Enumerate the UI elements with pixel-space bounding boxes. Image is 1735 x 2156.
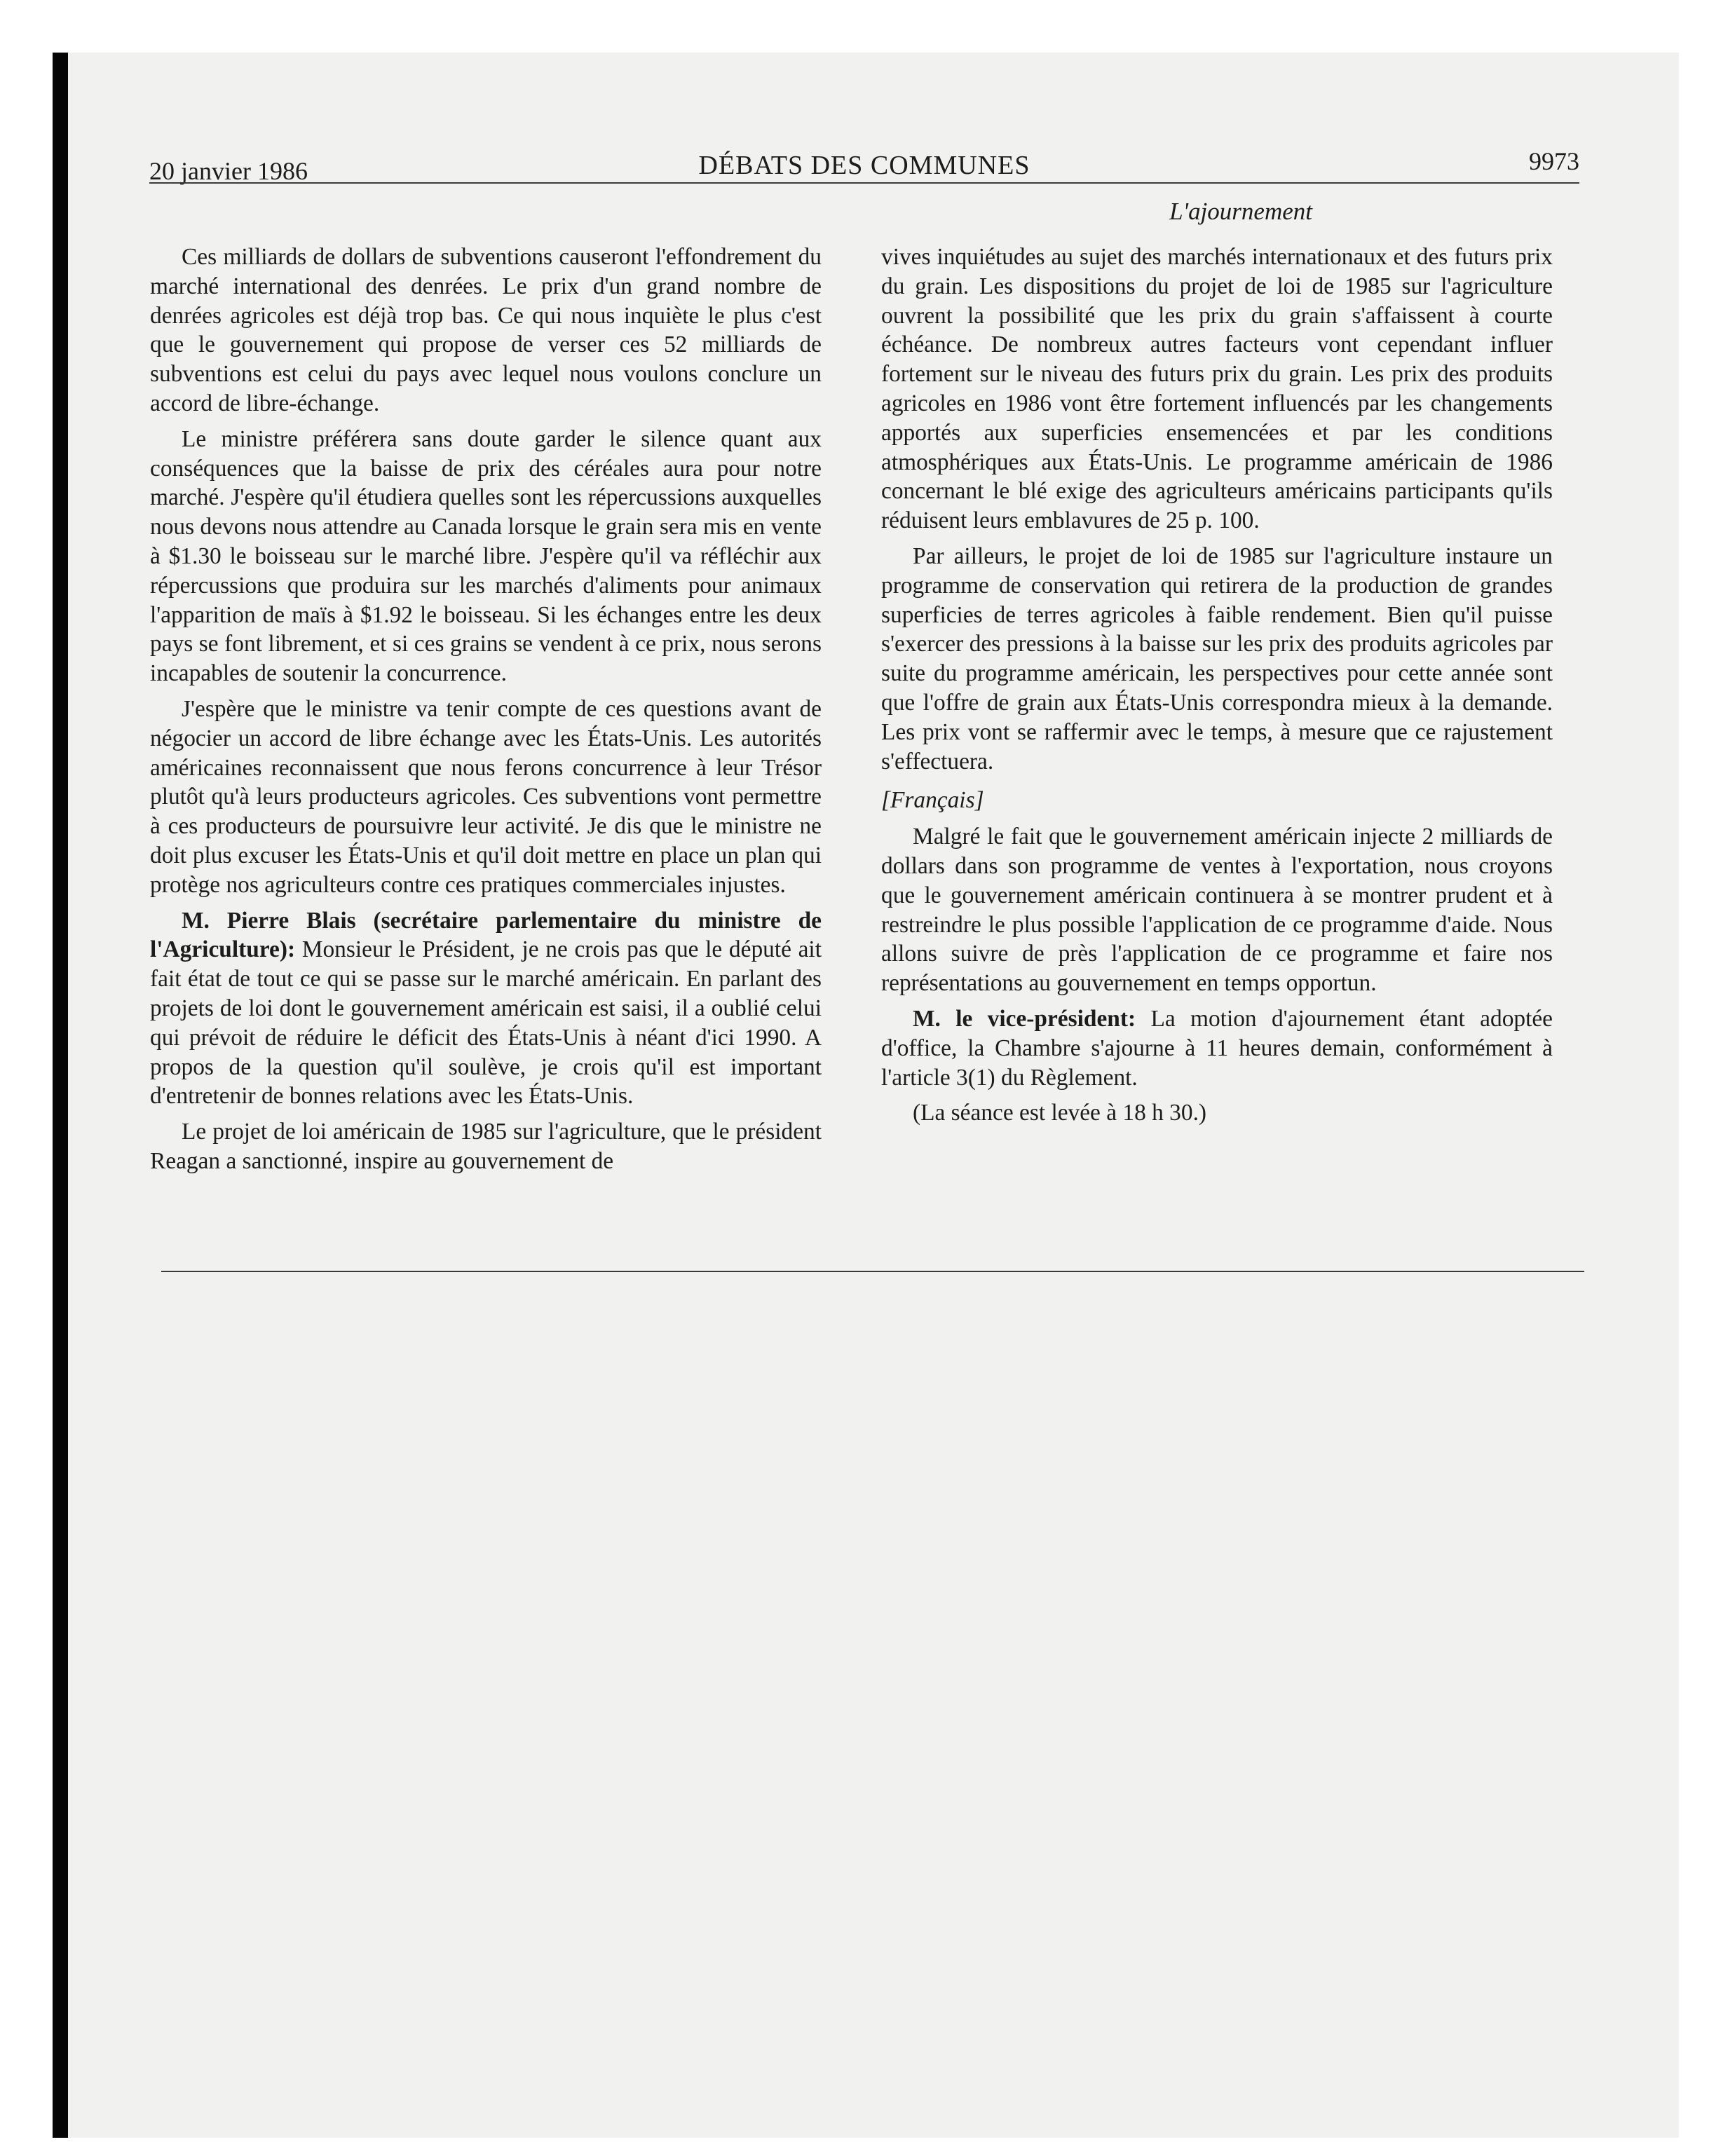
header-rule bbox=[149, 182, 1579, 184]
language-tag: [Français] bbox=[881, 787, 984, 814]
paragraph: Le ministre préférera sans doute garder le silence quant aux conséquences que la baisse de prix des céréales aura pour notre marché. J'espère qu'il étudiera quelles sont les répercussions auxquelles nous devons nous attendre au Canada lorsque le grain sera mis en vente à $1.30 le boisseau sur le marché libre. J'espère qu'il va réfléchir aux répercussions que produira sur les marchés d'aliments pour animaux l'apparition de maïs à $1.92 le boisseau. Si les échanges entre les deux pays se font librement, et si ces grains se vendent à ce prix, nous serons incapables de soutenir la concurrence. bbox=[150, 425, 822, 687]
page-number: 9973 bbox=[1529, 147, 1579, 175]
paragraph: Ces milliards de dollars de subventions causeront l'effondrement du marché international des denrées. Le prix d'un grand nombre de denrées agricoles est déjà trop bas. Ce qui nous inquiète le plus c'est que le gouvernement qui propose de verser ces 52 milliards de subventions est celui du pays avec lequel nous voulons conclure un accord de libre-échange. bbox=[150, 244, 822, 416]
speech-text: Monsieur le Président, je ne crois pas que le député ait fait état de tout ce qui se passe sur le marché américain. En parlant des projets de loi dont le gouvernement américain est saisi, il a oublié celui qui prévoit de réduire le déficit des États-Unis à néant d'ici 1990. A propos de la question qu'il soulève, je crois qu'il est important d'entretenir de bonnes relations avec les États-Unis. bbox=[150, 936, 822, 1110]
speech-text: La motion d'ajournement étant adoptée d'office, la Chambre s'ajourne à 11 heures demain, conformément à l'article 3(1) du Règlement. bbox=[881, 1005, 1553, 1091]
header-date: 20 janvier 1986 bbox=[149, 157, 308, 185]
paragraph: vives inquiétudes au sujet des marchés internationaux et des futurs prix du grain. Les dispositions du projet de loi de 1985 sur l'agriculture ouvrent la possibilité que les prix du grain s'affaissent à courte échéance. De nombreux autres facteurs vont cependant influer fortement sur le niveau des futurs prix du grain. Les prix des produits agricoles en 1986 vont être fortement influencés par les changements apportés aux superficies ensemencées et par les conditions atmosphériques aux États-Unis. Le programme américain de 1986 concernant le blé exige des agriculteurs américains participants qu'ils réduisent leurs emblavures de 25 p. 100. bbox=[881, 244, 1553, 534]
section-label: L'ajournement bbox=[1169, 198, 1312, 225]
running-head bbox=[149, 147, 1579, 184]
header-title: DÉBATS DES COMMUNES bbox=[698, 151, 1030, 180]
paragraph: Par ailleurs, le projet de loi de 1985 sur l'agriculture instaure un programme de conservation qui retirera de la production de grandes superficies de terres agricoles à faible rendement. Bien qu'il puisse s'exercer des pressions à la baisse sur les prix des produits agricoles par suite du programme américain, les perspectives pour cette année sont que l'offre de grain aux États-Unis correspondra mieux à la demande. Les prix vont se raffermir avec le temps, à mesure que ce rajustement s'effectuera. bbox=[881, 543, 1553, 775]
footer-rule bbox=[161, 1271, 1584, 1272]
right-column bbox=[881, 243, 1553, 1134]
paragraph: J'espère que le ministre va tenir compte de ces questions avant de négocier un accord de libre échange avec les États-Unis. Les autorités américaines reconnaissent que nous ferons concurrence à leur Trésor plutôt qu'à leurs producteurs agricoles. Ces subventions vont permettre à ces producteurs de poursuivre leur activité. Je dis que le ministre ne doit plus excuser les États-Unis et qu'il doit mettre en place un plan qui protège nos agriculteurs contre ces pratiques commerciales injustes. bbox=[150, 695, 822, 898]
paragraph: Malgré le fait que le gouvernement américain injecte 2 milliards de dollars dans son programme de ventes à l'exportation, nous croyons que le gouvernement américain continuera à se montrer prudent et à restreindre le plus possible l'application de ce programme d'aide. Nous allons suivre de près l'application de ce programme et faire nos représentations au gouvernement en temps opportun. bbox=[881, 824, 1553, 997]
speaker-name: M. le vice-président: bbox=[913, 1005, 1136, 1032]
closing-note: (La séance est levée à 18 h 30.) bbox=[913, 1100, 1207, 1126]
speech-paragraph bbox=[881, 1004, 1553, 1092]
paragraph: Le projet de loi américain de 1985 sur l'agriculture, que le président Reagan a sanctionné, inspire au gouvernement de bbox=[150, 1119, 822, 1174]
left-column bbox=[150, 243, 822, 1182]
speaker-name: M. Pierre Blais (secrétaire parlementaire du ministre de l'Agriculture): bbox=[150, 907, 822, 963]
binding-edge bbox=[53, 53, 68, 2138]
speech-paragraph bbox=[150, 906, 822, 1112]
